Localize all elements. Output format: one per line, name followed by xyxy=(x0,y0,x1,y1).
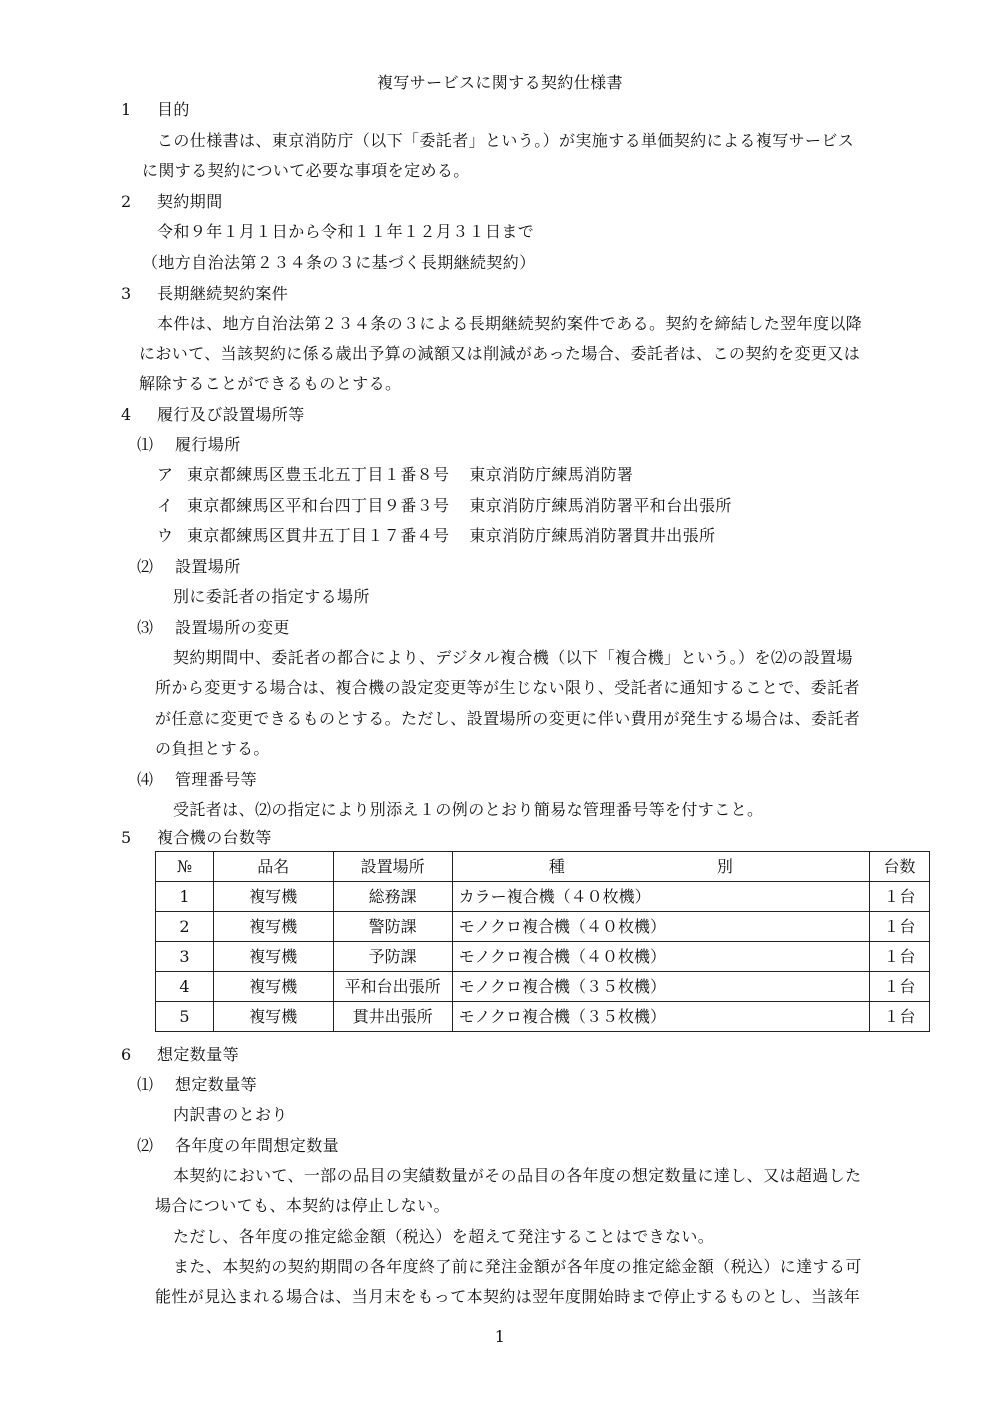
section-5-heading xyxy=(121,828,272,848)
table-row xyxy=(156,882,930,912)
cell-count: １台 xyxy=(870,1002,930,1032)
cell-no: 4 xyxy=(156,972,214,1002)
section-number: 2 xyxy=(121,192,132,211)
subsection-title: 設置場所 xyxy=(175,557,241,576)
paragraph-line: 場合についても、本契約は停止しない。 xyxy=(155,1196,450,1215)
paragraph-line: 令和９年１月１日から令和１１年１２月３１日まで xyxy=(157,222,535,241)
subsection-title: 各年度の年間想定数量 xyxy=(175,1136,340,1155)
header-location: 設置場所 xyxy=(333,852,452,882)
cell-type: カラー複合機（４０枚機） xyxy=(452,882,869,912)
table-header-row xyxy=(156,852,930,882)
item-office: 東京消防庁練馬消防署貫井出張所 xyxy=(469,526,716,545)
subsection-number: ⑵ xyxy=(137,557,154,576)
paragraph-line: 契約期間中、委託者の都合により、デジタル複合機（以下「複合機」という。）を⑵の設置場 xyxy=(173,648,853,667)
table-row xyxy=(156,942,930,972)
section-1-heading xyxy=(121,100,190,120)
subsection-title: 想定数量等 xyxy=(175,1075,258,1094)
paragraph-line: （地方自治法第２３４条の３に基づく長期継続契約） xyxy=(142,253,536,272)
section-title: 目的 xyxy=(157,100,190,119)
subsection-heading xyxy=(137,1075,257,1095)
paragraph-line: に関する契約について必要な事項を定める。 xyxy=(142,161,470,180)
subsection-number: ⑴ xyxy=(137,435,154,454)
cell-item-name: 複写機 xyxy=(213,972,333,1002)
paragraph-line: また、本契約の契約期間の各年度終了前に発注金額が各年度の推定総金額（税込）に達する可 xyxy=(173,1257,862,1276)
table-row xyxy=(156,972,930,1002)
section-title: 履行及び設置場所等 xyxy=(157,405,305,424)
copier-table xyxy=(155,851,930,1032)
cell-count: １台 xyxy=(870,972,930,1002)
subsection-heading xyxy=(137,1136,339,1156)
section-2-heading xyxy=(121,192,223,212)
cell-type: モノクロ複合機（４０枚機） xyxy=(452,942,869,972)
cell-item-name: 複写機 xyxy=(213,1002,333,1032)
table-row xyxy=(156,1002,930,1032)
paragraph-line: この仕様書は、東京消防庁（以下「委託者」という。）が実施する単価契約による複写サービス xyxy=(157,131,855,150)
subsection-heading xyxy=(137,557,241,577)
section-number: 6 xyxy=(121,1045,132,1064)
paragraph-line: 受託者は、⑵の指定により別添え１の例のとおり簡易な管理番号等を付すこと。 xyxy=(173,800,764,819)
cell-type: モノクロ複合機（４０枚機） xyxy=(452,912,869,942)
paragraph-line: 所から変更する場合は、複合機の設定変更等が生じない限り、受託者に通知することで、委託者 xyxy=(155,678,860,697)
section-number: 3 xyxy=(121,284,132,303)
cell-count: １台 xyxy=(870,912,930,942)
location-item xyxy=(157,526,715,546)
subsection-number: ⑴ xyxy=(137,1075,154,1094)
item-address: 東京都練馬区貫井五丁目１７番４号 xyxy=(187,526,450,545)
section-title: 長期継続契約案件 xyxy=(157,284,289,303)
item-mark: イ xyxy=(157,496,174,515)
paragraph-line: 別に委託者の指定する場所 xyxy=(173,587,370,606)
cell-item-name: 複写機 xyxy=(213,912,333,942)
section-4-heading xyxy=(121,405,305,425)
location-item xyxy=(157,496,732,516)
section-number: 4 xyxy=(121,405,132,424)
paragraph-line: 解除することができるものとする。 xyxy=(139,374,402,393)
subsection-heading xyxy=(137,770,257,790)
subsection-title: 管理番号等 xyxy=(175,770,258,789)
section-title: 複合機の台数等 xyxy=(157,828,272,847)
section-6-heading xyxy=(121,1045,239,1065)
subsection-number: ⑶ xyxy=(137,618,154,637)
cell-location: 予防課 xyxy=(333,942,452,972)
table-row xyxy=(156,912,930,942)
item-mark: ウ xyxy=(157,526,174,545)
paragraph-line: 能性が見込まれる場合は、当月末をもって本契約は翌年度開始時まで停止するものとし、当該年 xyxy=(155,1287,861,1306)
paragraph-line: において、当該契約に係る歳出予算の減額又は削減があった場合、委託者は、この契約を変更又は xyxy=(139,344,861,363)
header-count: 台数 xyxy=(870,852,930,882)
subsection-number: ⑵ xyxy=(137,1136,154,1155)
cell-item-name: 複写機 xyxy=(213,882,333,912)
cell-location: 貫井出張所 xyxy=(333,1002,452,1032)
item-mark: ア xyxy=(157,465,174,484)
page-number: 1 xyxy=(494,1327,506,1346)
document-title: 複写サービスに関する契約仕様書 xyxy=(376,73,623,92)
cell-count: １台 xyxy=(870,942,930,972)
subsection-title: 設置場所の変更 xyxy=(175,618,290,637)
cell-no: 1 xyxy=(156,882,214,912)
subsection-number: ⑷ xyxy=(137,770,154,789)
cell-no: 5 xyxy=(156,1002,214,1032)
section-3-heading xyxy=(121,284,288,304)
paragraph-line: 本件は、地方自治法第２３４条の３による長期継続契約案件である。契約を締結した翌年度以降 xyxy=(157,314,863,333)
header-type: 種 別 xyxy=(452,852,869,882)
paragraph-line: ただし、各年度の推定総金額（税込）を超えて発注することはできない。 xyxy=(173,1227,715,1246)
item-address: 東京都練馬区豊玉北五丁目１番８号 xyxy=(187,465,450,484)
cell-no: 2 xyxy=(156,912,214,942)
section-title: 想定数量等 xyxy=(157,1045,240,1064)
item-address: 東京都練馬区平和台四丁目９番３号 xyxy=(187,496,450,515)
paragraph-line: 本契約において、一部の品目の実績数量がその品目の各年度の想定数量に達し、又は超過した xyxy=(173,1166,862,1185)
location-item xyxy=(157,465,633,485)
cell-type: モノクロ複合機（３５枚機） xyxy=(452,972,869,1002)
cell-location: 警防課 xyxy=(333,912,452,942)
cell-count: １台 xyxy=(870,882,930,912)
header-no: № xyxy=(156,852,214,882)
cell-location: 総務課 xyxy=(333,882,452,912)
subsection-heading xyxy=(137,618,290,638)
paragraph-line: の負担とする。 xyxy=(155,739,270,758)
paragraph-line: 内訳書のとおり xyxy=(173,1105,288,1124)
cell-location: 平和台出張所 xyxy=(333,972,452,1002)
section-title: 契約期間 xyxy=(157,192,223,211)
subsection-title: 履行場所 xyxy=(175,435,241,454)
item-office: 東京消防庁練馬消防署平和台出張所 xyxy=(469,496,732,515)
section-number: 5 xyxy=(121,828,132,847)
cell-item-name: 複写機 xyxy=(213,942,333,972)
item-office: 東京消防庁練馬消防署 xyxy=(469,465,634,484)
subsection-heading xyxy=(137,435,241,455)
paragraph-line: が任意に変更できるものとする。ただし、設置場所の変更に伴い費用が発生する場合は、委託者 xyxy=(155,709,861,728)
cell-no: 3 xyxy=(156,942,214,972)
header-item-name: 品名 xyxy=(213,852,333,882)
cell-type: モノクロ複合機（３５枚機） xyxy=(452,1002,869,1032)
section-number: 1 xyxy=(121,100,132,119)
